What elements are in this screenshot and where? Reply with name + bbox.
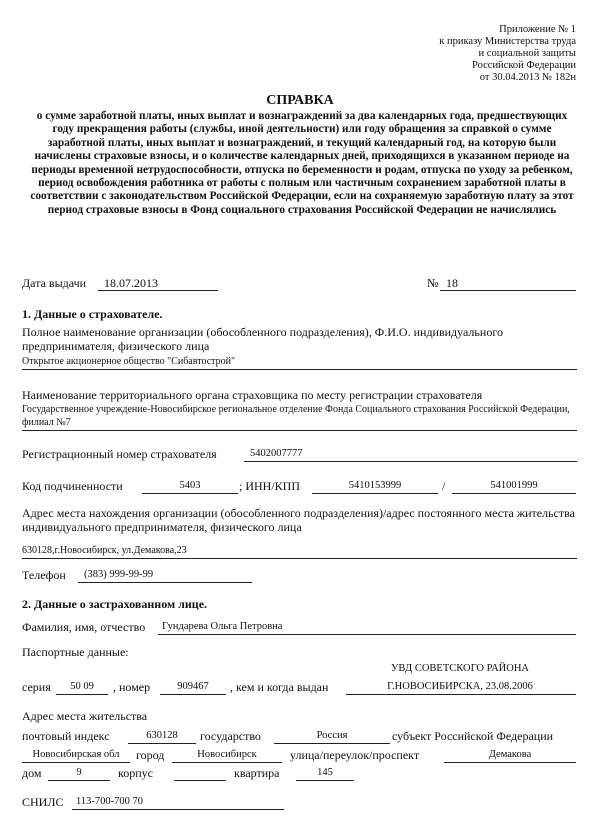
kpp-value: 541001999: [490, 480, 538, 491]
section2-heading: 2. Данные о застрахованном лице.: [22, 597, 208, 611]
address-underline: [22, 558, 577, 559]
document-subtitle: о сумме заработной платы, иных выплат и вознаграждений за два календарных года, предшествующих году прекращения работы (службы, иной деятельности) или году обращения за справкой о сумме заработной платы, иных выплат и вознаграждений, и текущий календарный год, на которую были начислены страховые взносы, и о количестве календарных дней, приходящихся в указанном периоде на периоды временной нетрудоспособности, отпуска по беременности и родам, отпуска по уходу за ребенком, период освобождения работника от работы с полным или частичным сохранением заработной платы в соответствии с законодательством Российской Федерации, если на сохраняемую заработную плату за этот период страховые взносы в Фонд социального страхования Российской Федерации не начислялись: [30, 110, 574, 216]
inn-label: ; ИНН/КПП: [239, 479, 301, 493]
country-label: государство: [200, 729, 261, 743]
building-underline: [174, 780, 226, 781]
issued-by-value: УВД СОВЕТСКОГО РАЙОНА: [391, 663, 529, 674]
inn-value: 5410153999: [348, 480, 402, 491]
series-value: 50 09: [70, 681, 94, 692]
street-underline: [444, 762, 576, 763]
issue-number-value: 18: [446, 276, 458, 290]
passport-number-underline: [160, 694, 226, 695]
appendix-line: Приложение № 1: [499, 24, 576, 35]
postal-underline: [128, 743, 196, 744]
phone-underline: [78, 582, 252, 583]
appendix-line: и социальной защиты: [478, 48, 576, 59]
issue-number-label: №: [427, 276, 439, 290]
appendix-line: Российской Федерации: [472, 60, 576, 71]
territorial-value: Государственное учреждение-Новосибирское региональное отделение Фонда Социального страхования Российской Федерации, филиал №7: [22, 404, 570, 428]
country-value: Россия: [316, 730, 348, 741]
house-underline: [48, 780, 110, 781]
apartment-value: 145: [317, 767, 333, 778]
passport-number-value: 909467: [177, 681, 209, 692]
postal-value: 630128: [146, 730, 178, 741]
building-label: корпус: [118, 766, 153, 780]
reg-number-label: Регистрационный номер страхователя: [22, 447, 217, 461]
house-label: дом: [22, 766, 42, 780]
snils-underline: [72, 809, 284, 810]
apartment-underline: [296, 780, 354, 781]
subordination-label: Код подчиненности: [22, 479, 123, 493]
street-label: улица/переулок/проспект: [290, 748, 420, 762]
subordination-value: 5403: [179, 480, 201, 491]
phone-label: Телефон: [22, 568, 66, 582]
country-underline: [274, 743, 390, 744]
issue-number-underline: [440, 290, 576, 291]
issue-date-value: 18.07.2013: [104, 276, 158, 290]
passport-label: Паспортные данные:: [22, 645, 129, 659]
residence-label: Адрес места жительства: [22, 709, 148, 723]
inn-underline: [312, 493, 438, 494]
issue-date-label: Дата выдачи: [22, 276, 87, 290]
passport-number-label: , номер: [113, 680, 151, 694]
section1-heading: 1. Данные о страхователе.: [22, 307, 163, 321]
city-underline: [172, 762, 282, 763]
document-title: СПРАВКА: [266, 93, 334, 108]
appendix-line: к приказу Министерства труда: [439, 36, 576, 47]
subordination-underline: [142, 493, 238, 494]
fio-underline: [158, 634, 576, 635]
org-name-underline: [22, 369, 577, 370]
org-name-value: Открытое акционерное общество "Сибавтострой": [22, 356, 236, 367]
phone-value: (383) 999-99-99: [84, 569, 154, 580]
inn-kpp-slash: /: [442, 479, 446, 493]
address-label: Адрес места нахождения организации (обособленного подразделения)/адрес постоянного места жительства индивидуального предпринимателя, физического лица: [22, 506, 575, 534]
house-value: 9: [76, 767, 82, 778]
postal-label: почтовый индекс: [22, 729, 110, 743]
fio-label: Фамилия, имя, отчество: [22, 620, 146, 634]
appendix-note: [439, 24, 576, 84]
snils-label: СНИЛС: [22, 795, 64, 809]
region-value: Новосибирская обл: [32, 749, 120, 760]
org-name-label: Полное наименование организации (обособленного подразделения), Ф.И.О. индивидуального предпринимателя, физического лица: [22, 325, 503, 353]
address-value: 630128,г.Новосибирск, ул.Демакова,23: [22, 545, 187, 556]
subject-label: субъект Российской Федерации: [392, 729, 554, 743]
apartment-label: квартира: [234, 766, 280, 780]
series-label: серия: [22, 680, 51, 694]
issue-date-underline: [98, 290, 218, 291]
city-value: Новосибирск: [197, 749, 257, 760]
issued-by-underline: [346, 694, 576, 695]
kpp-underline: [452, 493, 576, 494]
reg-number-underline: [244, 461, 577, 462]
fio-value: Гундарева Ольга Петровна: [162, 621, 283, 632]
region-underline: [22, 762, 130, 763]
appendix-line: от 30.04.2013 № 182н: [479, 72, 576, 83]
series-underline: [56, 694, 108, 695]
city-label: город: [136, 748, 165, 762]
street-value: Демакова: [488, 749, 532, 760]
territorial-underline: [22, 430, 577, 431]
reg-number-value: 5402007777: [250, 448, 303, 459]
territorial-label: Наименование территориального органа страховщика по месту регистрации страхователя: [22, 388, 483, 402]
issued-by-label: , кем и когда выдан: [230, 680, 329, 694]
issued-date-value: Г.НОВОСИБИРСКА, 23.08.2006: [387, 681, 533, 692]
snils-value: 113-700-700 70: [76, 796, 143, 807]
